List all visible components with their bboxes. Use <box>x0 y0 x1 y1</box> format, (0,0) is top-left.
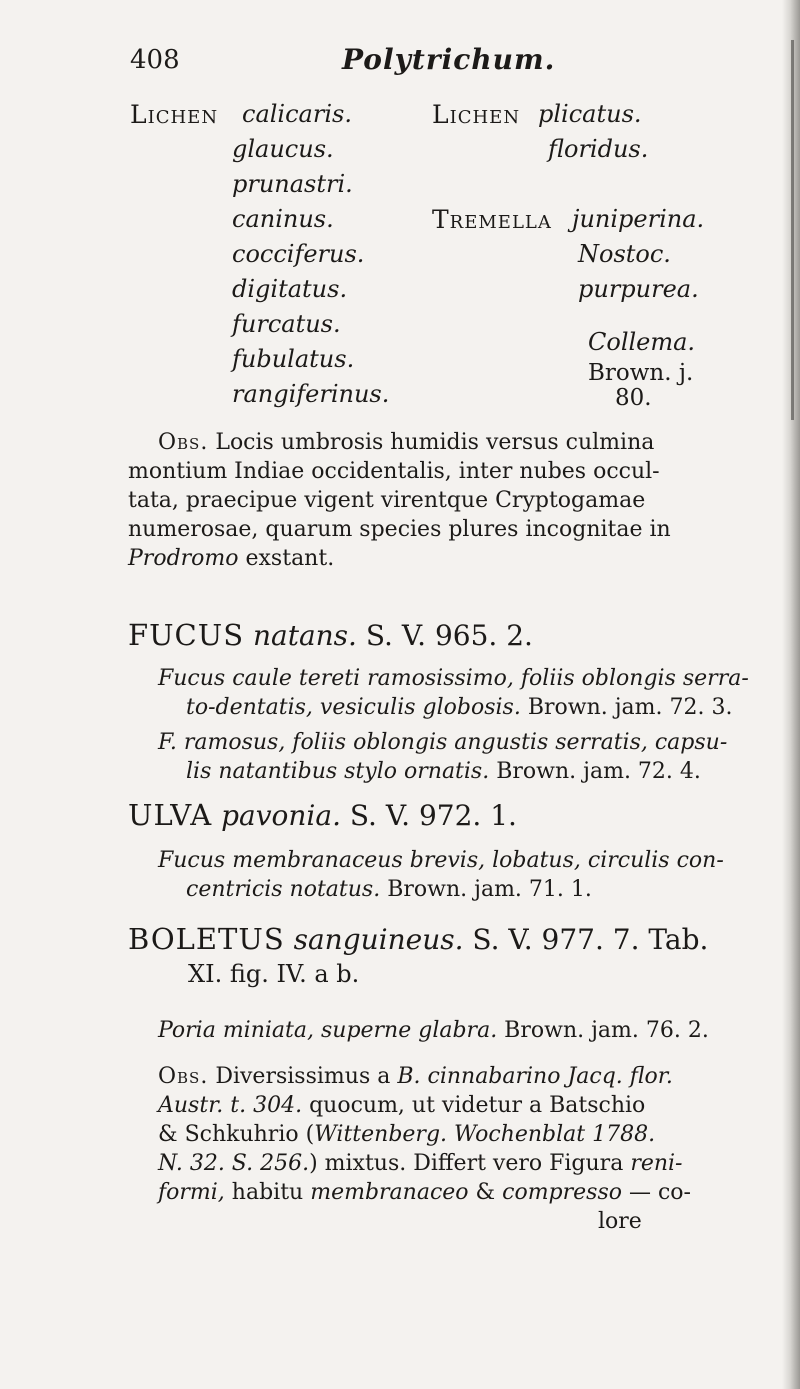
obs-italic-ref: formi, <box>158 1180 225 1205</box>
obs-text-line: tata, praecipue vigent virentque Cryptogamae <box>128 488 646 513</box>
obs-italic-ref: membranaceo <box>310 1180 469 1205</box>
species-name: natans. <box>252 619 357 652</box>
genus-name: ULVA <box>128 798 213 832</box>
description-reference: Brown. jam. 72. 3. <box>520 695 733 720</box>
running-title: Polytrichum. <box>342 43 556 76</box>
obs-text: & Schkuhrio ( <box>158 1122 315 1147</box>
observation-paragraph-2 <box>128 1062 768 1236</box>
species-reference: S. V. 977. 7. Tab. <box>463 923 709 956</box>
obs-italic-ref: reni- <box>630 1151 683 1176</box>
obs-text-line: Locis umbrosis humidis versus culmina <box>215 430 655 455</box>
species-reference: S. V. 965. 2. <box>356 619 533 652</box>
boletus-heading <box>128 922 708 956</box>
collema-species: Collema. <box>588 328 696 356</box>
obs-text: quocum, ut videtur a Batschio <box>302 1093 646 1118</box>
description-line: Fucus membranaceus brevis, lobatus, circulis con- <box>158 848 724 873</box>
fucus-description <box>128 664 768 786</box>
ulva-description <box>128 846 768 904</box>
description-reference: Brown. jam. 76. 2. <box>497 1018 709 1043</box>
description-line: Fucus caule tereti ramosissimo, foliis oblongis serra- <box>158 666 749 691</box>
collema-reference: Brown. j. <box>588 360 694 386</box>
species-name: sanguineus. <box>293 923 464 956</box>
genus-name: FUCUS <box>128 618 245 652</box>
fucus-heading <box>128 618 533 652</box>
description-line: lis natantibus stylo ornatis. <box>186 759 490 784</box>
description-reference: Brown. jam. 72. 4. <box>489 759 701 784</box>
lichen-species: floridus. <box>548 135 649 163</box>
obs-italic-ref: compresso <box>502 1180 622 1205</box>
description-line: to-dentatis, vesiculis globosis. <box>186 695 521 720</box>
page-number: 408 <box>130 45 180 75</box>
tremella-species: juniperina. <box>572 205 705 233</box>
observation-paragraph <box>128 428 768 573</box>
collema-reference-page: 80. <box>615 385 652 411</box>
lichen-species: cocciferus. <box>232 240 365 268</box>
lichen-left-genus: Lichen <box>130 100 219 129</box>
lichen-right-genus: Lichen <box>432 100 521 129</box>
boletus-figure-reference: XI. fig. IV. a b. <box>188 960 360 988</box>
obs-text: Diversissimus a <box>215 1064 398 1089</box>
lichen-species: calicaris. <box>242 100 352 128</box>
obs-text: & <box>468 1180 503 1205</box>
obs-text: exstant. <box>238 546 335 571</box>
obs-italic-ref: N. 32. S. 256. <box>158 1151 310 1176</box>
obs-italic-ref: B. cinnabarino Jacq. flor. <box>397 1064 673 1089</box>
lichen-species: caninus. <box>232 205 334 233</box>
lichen-species: plicatus. <box>538 100 642 128</box>
obs-text: ) mixtus. Differt vero Figura <box>309 1151 631 1176</box>
tremella-species: purpurea. <box>578 275 699 303</box>
lichen-species: prunastri. <box>232 170 353 198</box>
tremella-genus: Tremella <box>432 205 552 234</box>
poria-description <box>128 1016 768 1045</box>
description-line: centricis notatus. <box>186 877 381 902</box>
lichen-species: digitatus. <box>232 275 348 303</box>
description-line: F. ramosus, foliis oblongis angustis serratis, capsu- <box>158 730 728 755</box>
obs-italic-ref: Wittenberg. Wochenblat 1788. <box>314 1122 656 1147</box>
page-edge-shadow <box>791 40 794 420</box>
ulva-heading <box>128 798 517 832</box>
description-reference: Brown. jam. 71. 1. <box>380 877 592 902</box>
obs-text: — co- <box>622 1180 691 1205</box>
species-name: pavonia. <box>221 799 341 832</box>
lichen-species: glaucus. <box>232 135 334 163</box>
obs-text-line: lore <box>598 1209 642 1234</box>
lichen-species: rangiferinus. <box>232 380 390 408</box>
obs-label: Obs. <box>158 430 209 455</box>
obs-italic-ref: Prodromo <box>128 546 239 571</box>
species-reference: S. V. 972. 1. <box>340 799 517 832</box>
obs-italic-ref: Austr. t. 304. <box>158 1093 303 1118</box>
genus-name: BOLETUS <box>128 922 285 956</box>
obs-text-line: numerosae, quarum species plures incognitae in <box>128 517 671 542</box>
obs-text-line: montium Indiae occidentalis, inter nubes occul- <box>128 459 660 484</box>
obs-text: habitu <box>224 1180 311 1205</box>
obs-label: Obs. <box>158 1064 209 1089</box>
lichen-species: furcatus. <box>232 310 341 338</box>
lichen-species: fubulatus. <box>232 345 355 373</box>
description-line: Poria miniata, superne glabra. <box>158 1018 498 1043</box>
tremella-species: Nostoc. <box>578 240 671 268</box>
